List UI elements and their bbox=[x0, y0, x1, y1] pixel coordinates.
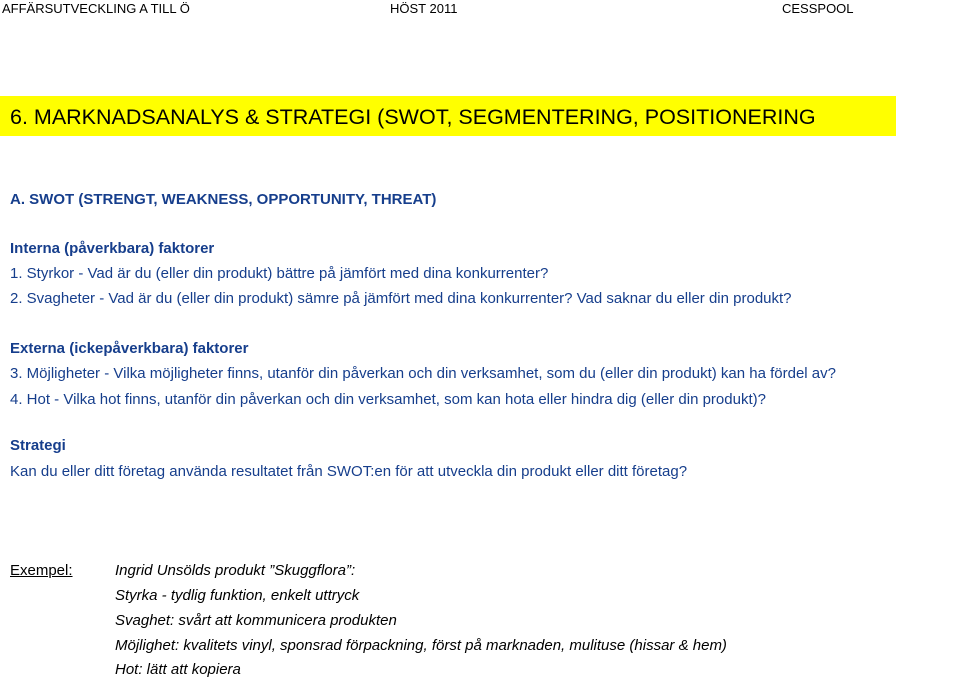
header-term: HÖST 2011 bbox=[390, 1, 458, 16]
external-factors-heading: Externa (ickepåverkbara) faktorer bbox=[10, 340, 249, 357]
example-label: Exempel: bbox=[10, 562, 73, 579]
page-title: 6. MARKNADSANALYS & STRATEGI (SWOT, SEGMENTERING, POSITIONERING bbox=[10, 105, 816, 129]
strengths-item: 1. Styrkor - Vad är du (eller din produkt) bättre på jämfört med dina konkurrenter? bbox=[10, 265, 549, 282]
example-threat-line: Hot: lätt att kopiera bbox=[115, 661, 241, 678]
swot-heading: A. SWOT (STRENGT, WEAKNESS, OPPORTUNITY, THREAT) bbox=[10, 191, 437, 208]
example-product-line: Ingrid Unsölds produkt ”Skuggflora”: bbox=[115, 562, 356, 579]
opportunities-item: 3. Möjligheter - Vilka möjligheter finns, utanför din påverkan och din verksamhet, som du (eller din produkt) kan ha fördel av? bbox=[10, 365, 836, 382]
header-course-name: AFFÄRSUTVECKLING A TILL Ö bbox=[2, 1, 190, 16]
example-weakness-line: Svaghet: svårt att kommunicera produkten bbox=[115, 612, 397, 629]
threats-item: 4. Hot - Vilka hot finns, utanför din påverkan och din verksamhet, som kan hota eller hindra dig (eller din produkt)? bbox=[10, 391, 766, 408]
internal-factors-heading: Interna (påverkbara) faktorer bbox=[10, 240, 215, 257]
header-author: CESSPOOL bbox=[782, 1, 854, 16]
weaknesses-item: 2. Svagheter - Vad är du (eller din produkt) sämre på jämfört med dina konkurrenter? Vad saknar du eller din produkt? bbox=[10, 290, 792, 307]
example-opportunity-line: Möjlighet: kvalitets vinyl, sponsrad förpackning, först på marknaden, mulituse (hissar & hem) bbox=[115, 637, 727, 654]
strategy-heading: Strategi bbox=[10, 437, 66, 454]
strategy-text: Kan du eller ditt företag använda resultatet från SWOT:en för att utveckla din produkt eller ditt företag? bbox=[10, 463, 688, 480]
example-strength-line: Styrka - tydlig funktion, enkelt uttryck bbox=[115, 587, 360, 604]
